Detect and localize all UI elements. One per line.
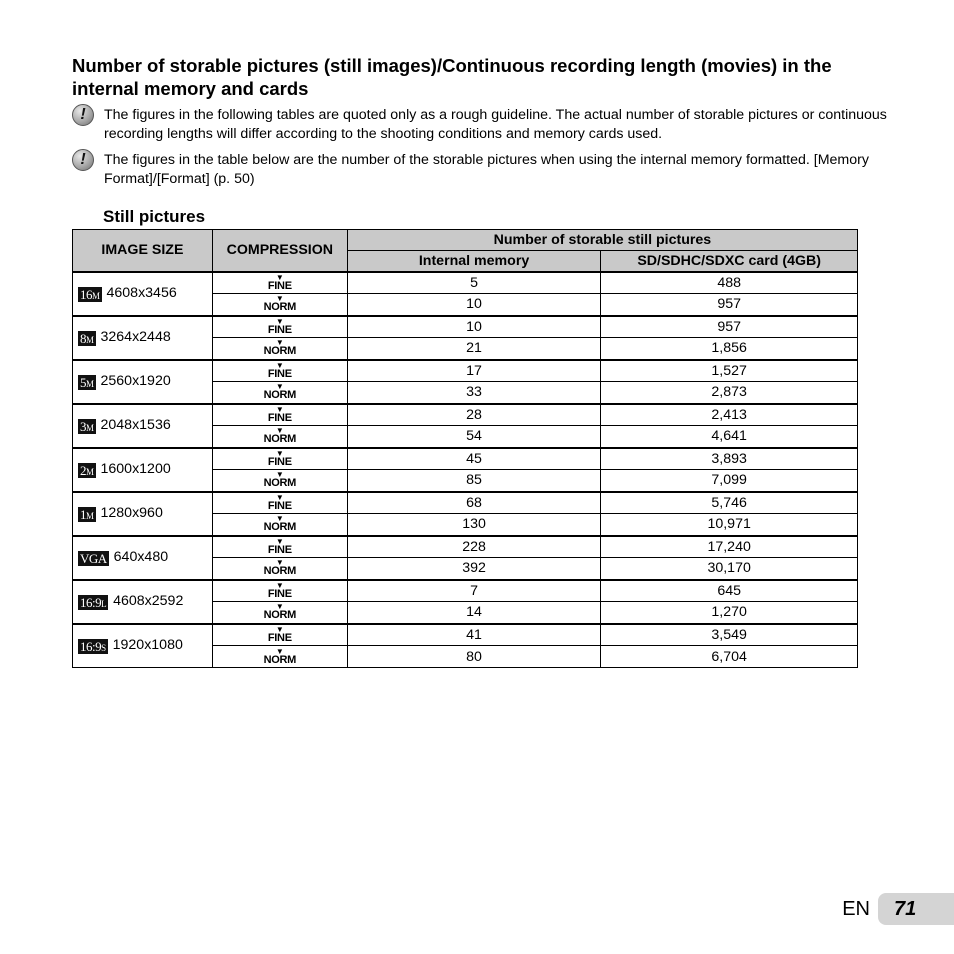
image-size-icon-suffix: M (86, 467, 94, 477)
image-size-cell (73, 536, 213, 580)
image-size-icon (78, 639, 108, 654)
compression-label: FINE (267, 587, 292, 600)
compression-label: NORM (263, 301, 297, 314)
image-size-cell (73, 580, 213, 624)
compression-cell (212, 448, 347, 470)
image-size-cell (73, 448, 213, 492)
header-image-size: IMAGE SIZE (73, 230, 213, 272)
table-body (73, 272, 858, 668)
internal-memory-cell: 5 (347, 272, 601, 294)
compression-label: FINE (267, 455, 292, 468)
compression-cell (212, 514, 347, 536)
image-size-icon (78, 551, 109, 566)
card-cell: 488 (601, 272, 858, 294)
compression-label: FINE (267, 367, 292, 380)
image-size-icon-number: 16 (80, 287, 92, 302)
compression-label: FINE (267, 323, 292, 336)
compression-label: NORM (263, 389, 297, 402)
card-cell: 957 (601, 294, 858, 316)
image-size-value: 640x480 (113, 549, 169, 565)
compression-normal-icon: ▼ NORM (263, 558, 297, 578)
card-cell: 1,856 (601, 338, 858, 360)
compression-cell (212, 316, 347, 338)
internal-memory-cell: 17 (347, 360, 601, 382)
image-size-icon (78, 595, 108, 610)
compression-cell (212, 536, 347, 558)
image-size-icon-number: 16:9 (80, 639, 102, 655)
image-size-icon-number: 16:9 (80, 595, 102, 610)
compression-label: FINE (267, 411, 292, 424)
internal-memory-cell: 33 (347, 382, 601, 404)
table-row (73, 536, 858, 558)
card-cell: 4,641 (601, 426, 858, 448)
image-size-cell (73, 404, 213, 448)
compression-normal-icon: ▼ NORM (263, 646, 297, 666)
internal-memory-cell: 85 (347, 470, 601, 492)
image-size-icon-number: 2 (80, 463, 86, 478)
image-size-icon-suffix: M (86, 511, 94, 521)
image-size-icon (78, 507, 96, 522)
card-cell: 6,704 (601, 646, 858, 668)
compression-label: NORM (263, 521, 297, 534)
compression-cell (212, 338, 347, 360)
image-size-cell (73, 360, 213, 404)
image-size-value: 1600x1200 (100, 461, 171, 477)
card-cell: 10,971 (601, 514, 858, 536)
image-size-value: 4608x2592 (113, 593, 184, 609)
compression-label: FINE (267, 631, 292, 644)
image-size-icon-suffix: M (86, 379, 94, 389)
internal-memory-cell: 80 (347, 646, 601, 668)
internal-memory-cell: 228 (347, 536, 601, 558)
card-cell: 957 (601, 316, 858, 338)
compression-normal-icon: ▼ NORM (263, 470, 297, 490)
image-size-icon (78, 419, 96, 434)
compression-label: NORM (263, 653, 297, 666)
image-size-icon-number: VGA (80, 551, 107, 566)
compression-fine-icon: ▼ FINE (267, 316, 292, 336)
card-cell: 17,240 (601, 536, 858, 558)
compression-cell (212, 360, 347, 382)
storable-pictures-table (72, 229, 858, 668)
compression-label: FINE (267, 279, 292, 292)
compression-fine-icon: ▼ FINE (267, 536, 292, 556)
card-cell: 30,170 (601, 558, 858, 580)
image-size-icon (78, 463, 96, 478)
image-size-icon-suffix: M (92, 291, 100, 301)
header-card: SD/SDHC/SDXC card (4GB) (601, 251, 858, 272)
compression-normal-icon: ▼ NORM (263, 382, 297, 402)
card-cell: 7,099 (601, 470, 858, 492)
compression-label: FINE (267, 543, 292, 556)
internal-memory-cell: 10 (347, 316, 601, 338)
table-row (73, 492, 858, 514)
image-size-icon-number: 5 (80, 375, 86, 390)
footer-language: EN (842, 897, 870, 920)
compression-fine-icon: ▼ FINE (267, 404, 292, 424)
image-size-value: 3264x2448 (100, 329, 171, 345)
note-1 (72, 106, 902, 144)
image-size-icon-suffix: L (101, 599, 107, 609)
image-size-cell (73, 624, 213, 668)
card-cell: 2,873 (601, 382, 858, 404)
internal-memory-cell: 45 (347, 448, 601, 470)
compression-fine-icon: ▼ FINE (267, 360, 292, 380)
page-footer (842, 893, 954, 925)
image-size-icon-number: 1 (80, 507, 86, 522)
compression-fine-icon: ▼ FINE (267, 580, 292, 600)
image-size-value: 4608x3456 (106, 285, 177, 301)
internal-memory-cell: 392 (347, 558, 601, 580)
table-row (73, 360, 858, 382)
internal-memory-cell: 54 (347, 426, 601, 448)
compression-fine-icon: ▼ FINE (267, 272, 292, 292)
compression-cell (212, 602, 347, 624)
table-row (73, 316, 858, 338)
compression-cell (212, 492, 347, 514)
internal-memory-cell: 14 (347, 602, 601, 624)
compression-normal-icon: ▼ NORM (263, 294, 297, 314)
compression-cell (212, 272, 347, 294)
table-row (73, 448, 858, 470)
compression-label: NORM (263, 345, 297, 358)
compression-cell (212, 426, 347, 448)
card-cell: 1,270 (601, 602, 858, 624)
image-size-icon (78, 287, 102, 302)
compression-normal-icon: ▼ NORM (263, 602, 297, 622)
table-row (73, 580, 858, 602)
header-internal-memory: Internal memory (347, 251, 601, 272)
compression-cell (212, 382, 347, 404)
internal-memory-cell: 21 (347, 338, 601, 360)
internal-memory-cell: 41 (347, 624, 601, 646)
note-2-text: The figures in the table below are the number of the storable pictures when using the internal memory formatted. [Memory Format]/[Format] (p. 50) (104, 152, 869, 187)
exclamation-icon: ! (72, 149, 94, 171)
image-size-icon-number: 8 (80, 331, 86, 346)
image-size-cell (73, 316, 213, 360)
image-size-value: 2560x1920 (100, 373, 171, 389)
card-cell: 3,549 (601, 624, 858, 646)
compression-normal-icon: ▼ NORM (263, 426, 297, 446)
compression-cell (212, 470, 347, 492)
card-cell: 3,893 (601, 448, 858, 470)
card-cell: 645 (601, 580, 858, 602)
note-1-text: The figures in the following tables are quoted only as a rough guideline. The actual number of storable pictures or continuous recording lengths will differ according to the shooting conditions and memory cards used. (104, 107, 887, 142)
internal-memory-cell: 28 (347, 404, 601, 426)
section-subheading: Still pictures (103, 207, 206, 226)
compression-cell (212, 294, 347, 316)
image-size-cell (73, 272, 213, 316)
compression-normal-icon: ▼ NORM (263, 514, 297, 534)
page-heading: Number of storable pictures (still images)/Continuous recording length (movies) in the internal memory and cards (72, 55, 832, 99)
header-storable: Number of storable still pictures (347, 230, 857, 251)
table-row (73, 272, 858, 294)
image-size-value: 1280x960 (100, 505, 163, 521)
image-size-value: 2048x1536 (100, 417, 171, 433)
compression-fine-icon: ▼ FINE (267, 492, 292, 512)
image-size-cell (73, 492, 213, 536)
compression-cell (212, 558, 347, 580)
internal-memory-cell: 7 (347, 580, 601, 602)
card-cell: 5,746 (601, 492, 858, 514)
image-size-icon (78, 375, 96, 390)
compression-cell (212, 646, 347, 668)
page-number: 71 (878, 893, 954, 925)
image-size-icon (78, 331, 96, 346)
table-row (73, 624, 858, 646)
image-size-icon-suffix: S (101, 643, 106, 654)
image-size-value: 1920x1080 (112, 637, 183, 654)
compression-fine-icon: ▼ FINE (267, 624, 292, 644)
compression-cell (212, 404, 347, 426)
compression-cell (212, 580, 347, 602)
image-size-icon-number: 3 (80, 419, 86, 434)
compression-label: NORM (263, 433, 297, 446)
image-size-icon-suffix: M (86, 335, 94, 345)
compression-normal-icon: ▼ NORM (263, 338, 297, 358)
internal-memory-cell: 10 (347, 294, 601, 316)
compression-label: NORM (263, 565, 297, 578)
compression-label: NORM (263, 609, 297, 622)
table-row (73, 404, 858, 426)
header-compression: COMPRESSION (212, 230, 347, 272)
compression-label: FINE (267, 499, 292, 512)
compression-fine-icon: ▼ FINE (267, 448, 292, 468)
card-cell: 1,527 (601, 360, 858, 382)
exclamation-icon: ! (72, 104, 94, 126)
note-2 (72, 151, 902, 189)
image-size-icon-suffix: M (86, 423, 94, 433)
internal-memory-cell: 130 (347, 514, 601, 536)
compression-label: NORM (263, 477, 297, 490)
card-cell: 2,413 (601, 404, 858, 426)
compression-cell (212, 624, 347, 646)
internal-memory-cell: 68 (347, 492, 601, 514)
